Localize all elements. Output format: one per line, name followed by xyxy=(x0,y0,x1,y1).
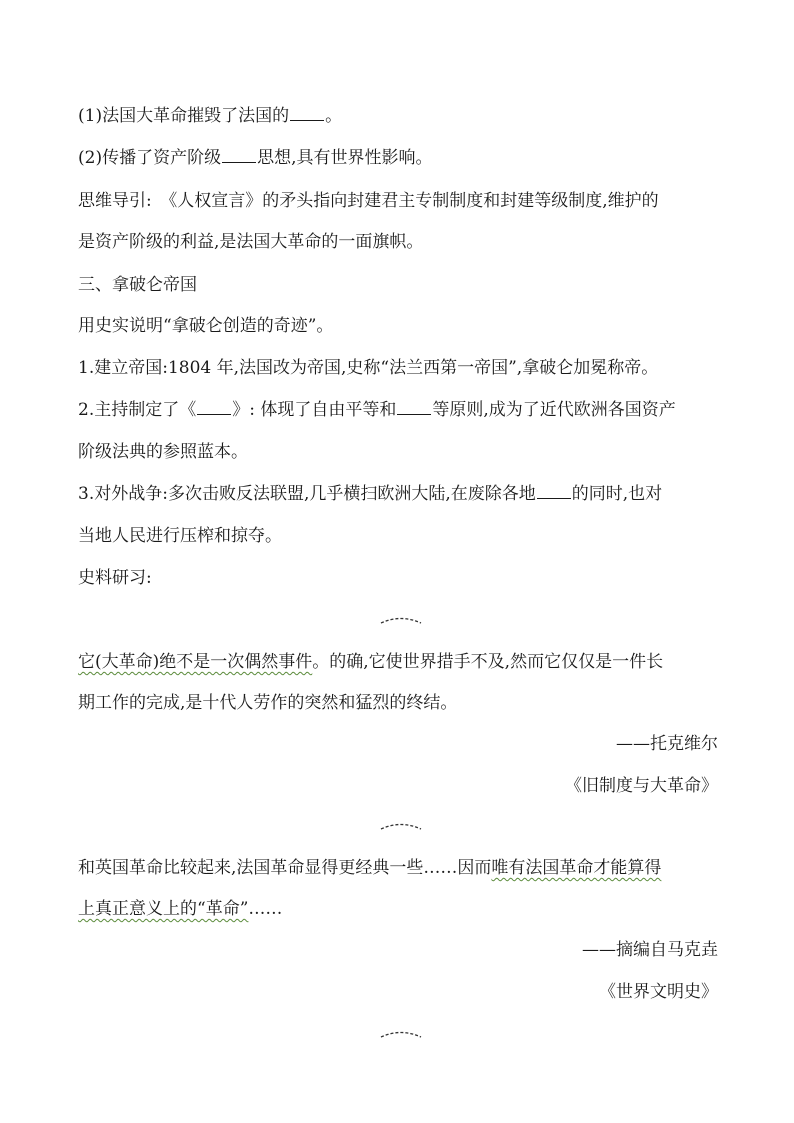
point-2-text-b: 》: 体现了自由平等和 xyxy=(232,400,397,420)
separator-arc-icon xyxy=(378,1028,424,1040)
fill-blank[interactable] xyxy=(197,398,231,415)
quote-1-author: ——托克维尔 xyxy=(616,734,718,754)
fill-blank[interactable] xyxy=(290,104,324,121)
item-1 xyxy=(78,104,342,128)
quote-2-line-2 xyxy=(78,897,282,921)
point-2 xyxy=(78,398,676,422)
point-3-text-a: 3.对外战争:多次击败反法联盟,几乎横扫欧洲大陆,在废除各地 xyxy=(78,484,536,504)
guide-line-1: 思维导引: 《人权宣言》的矛头指向封建君主专制制度和封建等级制度,维护的 xyxy=(78,191,659,211)
separator-arc-icon xyxy=(378,820,424,832)
quote-2-ellipsis: …… xyxy=(248,899,283,919)
fill-blank[interactable] xyxy=(537,482,571,499)
item-2 xyxy=(78,146,433,170)
guide-line-2: 是资产阶级的利益,是法国大革命的一面旗帜。 xyxy=(78,232,424,252)
quote-2-highlight: 唯有法国革命才能算得 xyxy=(491,858,662,878)
study-label: 史料研习: xyxy=(78,568,152,588)
item-1-text: (1)法国大革命摧毁了法国的 xyxy=(78,106,290,126)
fill-blank[interactable] xyxy=(222,146,256,163)
quote-1-source: 《旧制度与大革命》 xyxy=(565,776,718,796)
quote-1-line-1 xyxy=(78,650,663,674)
quote-2-text: 和英国革命比较起来,法国革命显得更经典一些……因而 xyxy=(78,858,492,878)
quote-2-highlight: 上真正意义上的“革命” xyxy=(78,899,249,919)
item-2-text: (2)传播了资产阶级 xyxy=(78,148,222,168)
item-2-end: 思想,具有世界性影响。 xyxy=(257,148,433,168)
point-3-line-2: 当地人民进行压榨和掠夺。 xyxy=(78,526,282,546)
section-title: 三、拿破仑帝国 xyxy=(78,275,197,295)
point-3-text-b: 的同时,也对 xyxy=(571,484,663,504)
point-2-line-2: 阶级法典的参照蓝本。 xyxy=(78,442,248,462)
point-2-text-a: 2.主持制定了《 xyxy=(78,400,197,420)
item-1-end: 。 xyxy=(325,106,343,126)
point-3 xyxy=(78,482,662,506)
quote-2-author: ——摘编自马克垚 xyxy=(582,940,718,960)
prompt: 用史实说明“拿破仑创造的奇迹”。 xyxy=(78,316,334,336)
point-1: 1.建立帝国:1804 年,法国改为帝国,史称“法兰西第一帝国”,拿破仑加冕称帝。 xyxy=(78,358,659,378)
quote-1-text: 。的确,它使世界措手不及,然而它仅仅是一件长 xyxy=(312,652,664,672)
quote-2-source: 《世界文明史》 xyxy=(599,982,718,1002)
quote-1-highlight: 它(大革命)绝不是一次偶然事件 xyxy=(78,652,313,672)
point-2-text-c: 等原则,成为了近代欧洲各国资产 xyxy=(432,400,676,420)
quote-2-line-1 xyxy=(78,856,661,880)
fill-blank[interactable] xyxy=(397,398,431,415)
separator-arc-icon xyxy=(378,614,424,626)
quote-1-line-2: 期工作的完成,是十代人劳作的突然和猛烈的终结。 xyxy=(78,693,458,713)
